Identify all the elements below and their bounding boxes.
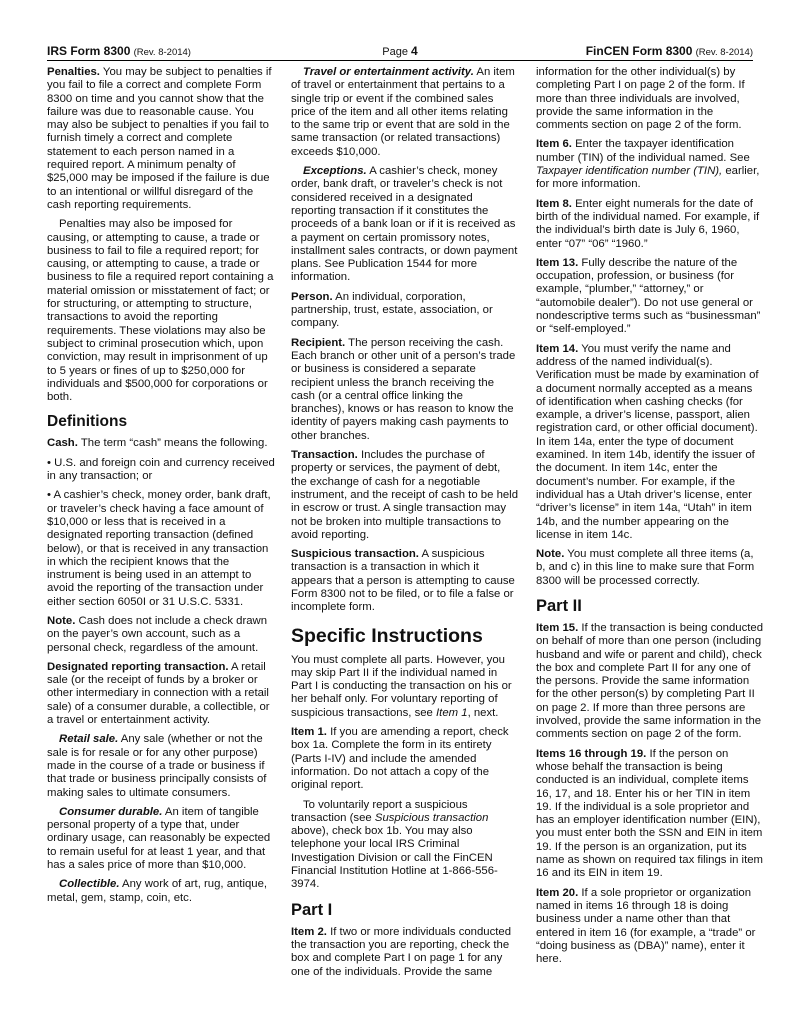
run-text: A retail sale (or the receipt of funds by a broker or other intermediary in connection with a retail sale) of a consumer durable, a collectible, or a travel or entertainment activity.	[47, 660, 270, 727]
run-head: Item 8.	[536, 197, 572, 210]
run-text: You may be subject to penalties if you fail to file a correct and complete Form 8300 on time and you cannot show that the failure was due to reasonable cause. You may also be subject to penalties if you fail to furnish timely a correct and complete statement to each person named in a required report. A minimum penalty of $25,000 may be imposed if the failure is due to an intentional or willful disregard of the cash reporting requirements.	[47, 66, 272, 211]
run-text: You must verify the name and address of the named individual(s). Verification must be made by examination of a document normally accepted as a means of identification when cashing checks (for example, a driver’s license, passport, alien registration card, or other official document). In item 14a, enter the type of document examined. In item 14b, identify the issuer of the document. In item 14c, enter the document’s number. For example, if the individual has a Utah driver’s license, enter “driver’s license” in item 14a, “Utah” in item 14b, and the number appearing on the license in item 14c.	[536, 342, 759, 541]
paragraph-suspicious	[291, 548, 519, 614]
run-head: Note.	[47, 614, 76, 627]
run-text: Any sale (whether or not the sale is for resale or for any other purpose) made in the course of a trade or business if that trade or business principally consists of making sales to ultimate consumers.	[47, 733, 267, 799]
run-head: Exceptions.	[303, 165, 367, 178]
paragraph-items-16-19	[536, 748, 764, 881]
paragraph-item-2	[291, 926, 519, 979]
column-2	[291, 66, 519, 985]
run-text: Enter eight numerals for the date of birth of the individual named. For example, if the individual’s birth date is July 6, 1960, enter “07” “06” “1960.”	[536, 197, 760, 250]
paragraph-continued: information for the other individual(s) by completing Part I on page 2 of the form. If more than three individuals are involved, provide the same information in the comments section on page 2 of the form.	[536, 66, 745, 132]
paragraph-recipient	[291, 337, 519, 443]
paragraph-penalties	[47, 66, 275, 212]
paragraph-collectible	[47, 878, 275, 905]
run-head: Item 15.	[536, 621, 579, 634]
run-text: An item of tangible personal property of a type that, under ordinary usage, can reasonably be expected to remain useful for at least 1 year, and that has a sales price of more than $10,000.	[47, 805, 271, 872]
run-emphasis: Taxpayer identification number (TIN),	[536, 165, 723, 178]
paragraph-transaction	[291, 449, 519, 542]
paragraph-person	[291, 291, 519, 331]
page-label: Page	[382, 46, 408, 58]
run-text: earlier, for more information.	[536, 165, 760, 191]
paragraph-voluntary-report	[291, 799, 519, 892]
run-text: If you are amending a report, check box 1a. Complete the form in its entirety (Parts I-IV) and include the amended information. Do not attach a copy of the original report.	[291, 726, 509, 792]
paragraph-item-20	[536, 887, 764, 967]
run-text: Cash does not include a check drawn on the payer’s own account, such as a personal check, regardless of the amount.	[47, 614, 268, 654]
run-head: Item 14.	[536, 342, 579, 355]
form-title-fincen: FinCEN Form 8300	[585, 44, 693, 58]
run-head: Item 13.	[536, 256, 579, 269]
paragraph-consumer-durable	[47, 806, 275, 872]
run-text: The term “cash” means the following.	[77, 437, 268, 450]
column-3	[536, 66, 764, 972]
heading-part-2: Part II	[536, 596, 582, 615]
paragraph-item-6	[536, 138, 764, 191]
run-head: Item 20.	[536, 886, 579, 899]
run-head: Travel or entertainment activity.	[303, 66, 474, 78]
run-text: If the transaction is being conducted on behalf of more than one person (including husband and wife or parent and child), check the box and complete Part II for any one of the persons. Provide the same information for the other person(s) by completing Part II on page 2. If more than three persons are involved, provide the same information in the comments section on page 2 of the form.	[536, 621, 764, 741]
page-number-value: 4	[411, 44, 418, 58]
paragraph-penalties-2: Penalties may also be imposed for causing, or attempting to cause, a trade or business to fail to file a required report; for causing, or attempting to cause, a trade or business to file a required report containing a material omission or misstatement of fact; or for structuring, or attempting to structure, transactions to avoid the reporting requirements. These violations may also be subject to criminal prosecution which, upon conviction, may result in imprisonment of up to 5 years or fines of up to $250,000 for individuals and $500,000 for corporations or both.	[47, 218, 274, 404]
form-revision: (Rev. 8-2014)	[695, 47, 753, 58]
run-text: You must complete all parts. However, you may skip Part II if the individual named in Part I is conducting the transaction on his or her behalf only. For voluntary reporting of suspicious transactions, see	[291, 653, 512, 719]
heading-part-1: Part I	[291, 900, 333, 919]
paragraph-item-14	[536, 343, 764, 542]
bullet-item: • A cashier’s check, money order, bank draft, or traveler’s check having a face amount of $10,000 or less that is received in a designated reporting transaction (defined below), or that is received in any transaction in which the recipient knows that the instrument is being used in an attempt to avoid the reporting of the transaction under either section 6050I or 31 U.S.C. 5331.	[47, 489, 271, 608]
run-head: Item 2.	[291, 925, 327, 938]
run-head: Item 6.	[536, 138, 572, 151]
bullet-item: • U.S. and foreign coin and currency received in any transaction; or	[47, 456, 275, 483]
page-header	[47, 42, 753, 61]
paragraph-note	[47, 615, 275, 655]
run-text: Any work of art, rug, antique, metal, gem, stamp, coin, etc.	[47, 878, 268, 904]
run-head: Recipient.	[291, 336, 346, 349]
run-text: A suspicious transaction is a transaction in which it appears that a person is attempting to cause Form 8300 not to be filed, or to file a false or incomplete form.	[291, 548, 515, 614]
run-text: , next.	[467, 706, 499, 719]
form-revision: (Rev. 8-2014)	[133, 47, 191, 58]
run-text: Includes the purchase of property or services, the payment of debt, the exchange of cash for a negotiable instrument, and the receipt of cash to be held in escrow or trust. A single transaction may not be broken into multiple transactions to avoid reporting.	[291, 449, 519, 541]
header-right	[586, 44, 753, 58]
paragraph-item-13	[536, 257, 764, 337]
column-1	[47, 66, 275, 911]
run-emphasis: Item 1	[436, 706, 468, 719]
run-head: Suspicious transaction.	[291, 548, 419, 561]
run-head: Items 16 through 19.	[536, 747, 647, 760]
paragraph-item-8	[536, 198, 764, 251]
run-text: To voluntarily report a suspicious transaction (see	[291, 798, 468, 824]
run-text: If a sole proprietor or organization named in items 16 through 18 is doing business under a name other than that entered in item 16 (for example, a “trade” or “doing business as (DBA)” name), enter it here.	[536, 886, 756, 966]
paragraph-note	[536, 548, 764, 588]
paragraph-designated-reporting	[47, 661, 275, 727]
paragraph-item-15	[536, 622, 764, 742]
run-head: Retail sale.	[59, 733, 119, 746]
run-text: A cashier’s check, money order, bank draft, or traveler’s check is not considered received in a designated reporting transaction if it constitutes the proceeds of a bank loan or if it is received as a payment on certain promissory notes, installment sales contracts, or down payment plans. See Publication 1544 for more information.	[291, 165, 518, 284]
run-text: above), check box 1b. You may also telephone your local IRS Criminal Investigation Division or call the FinCEN Financial Institution Hotline at 1-866-556-3974.	[291, 825, 498, 891]
run-head: Note.	[536, 548, 565, 561]
paragraph-item-1	[291, 726, 519, 792]
paragraph-specific	[291, 654, 519, 720]
paragraph-cash	[47, 437, 275, 450]
paragraph-exceptions	[291, 165, 519, 285]
run-head: Person.	[291, 290, 333, 303]
run-head: Penalties.	[47, 66, 100, 78]
run-head: Designated reporting transaction.	[47, 660, 229, 673]
run-emphasis: Suspicious transaction	[374, 811, 489, 824]
run-head: Transaction.	[291, 449, 358, 462]
run-text: The person receiving the cash. Each branch or other unit of a person’s trade or business is considered a separate recipient unless the branch receiving the cash (or a central office linking the branches), knows or has reason to know the identity of payers making cash payments to other branches.	[291, 336, 516, 442]
run-text: If the person on whose behalf the transaction is being conducted is an individual, complete items 16, 17, and 18. Enter his or her TIN in item 19. If the individual is a sole proprietor and has an employer identification number (EIN), you must enter both the SSN and EIN in item 19. If the person is an organization, put its name as shown on required tax filings in item 16 and its EIN in item 19.	[536, 747, 763, 880]
run-text: Enter the taxpayer identification number (TIN) of the individual named. See	[536, 138, 750, 164]
run-text: You must complete all three items (a, b, and c) in this line to make sure that Form 8300 will be processed correctly.	[536, 548, 755, 587]
paragraph-retail-sale	[47, 733, 275, 799]
run-head: Consumer durable.	[59, 805, 163, 818]
run-text: An individual, corporation, partnership, trust, estate, association, or company.	[291, 290, 493, 330]
heading-specific-instructions: Specific Instructions	[291, 624, 483, 647]
run-head: Cash.	[47, 437, 78, 450]
run-head: Collectible.	[59, 878, 120, 891]
form-title-irs: IRS Form 8300	[47, 44, 131, 58]
run-text: Fully describe the nature of the occupation, profession, or business (for example, “plumber,” “attorney,” or “automobile dealer”). Do not use general or nondescriptive terms such as “businessman” or “self-employed.”	[536, 256, 761, 336]
run-head: Item 1.	[291, 726, 327, 739]
heading-definitions: Definitions	[47, 413, 128, 431]
paragraph-travel	[291, 66, 519, 159]
run-text: An item of travel or entertainment that pertains to a single trip or event if the combined sales price of the item and all other items relating to the same trip or event that are sold in the same transaction (or related transactions) exceeds $10,000.	[291, 66, 515, 158]
run-text: If two or more individuals conducted the transaction you are reporting, check the box and complete Part I on page 1 for any one of the individuals. Provide the same	[291, 925, 512, 978]
